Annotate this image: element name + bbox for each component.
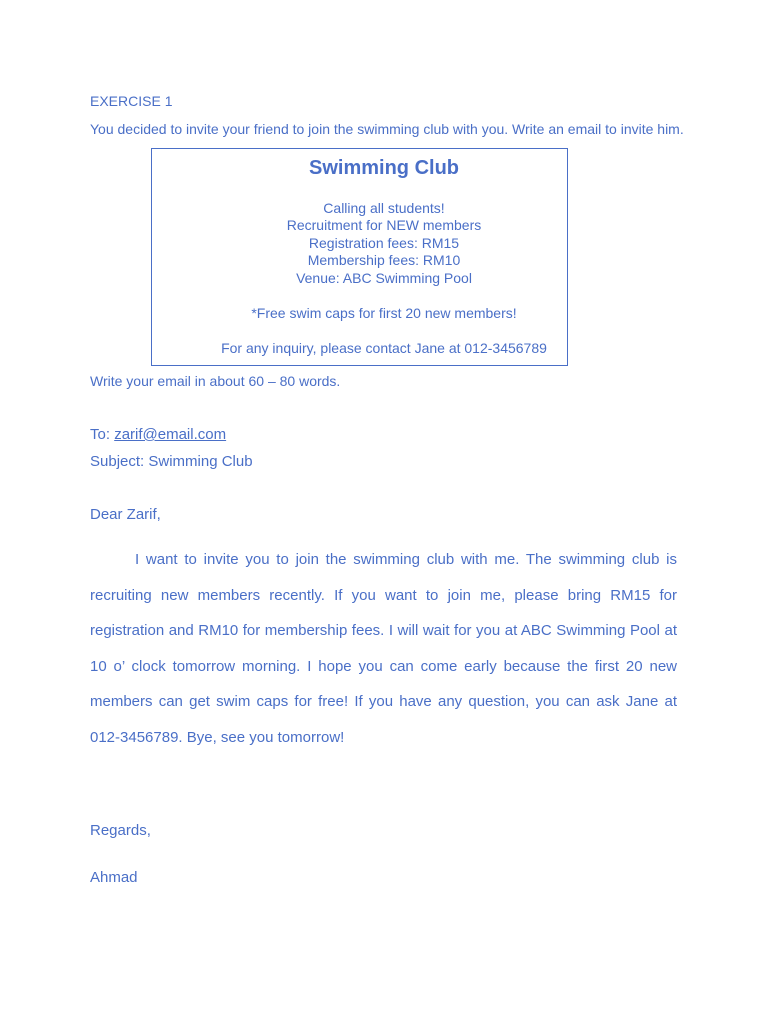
email-subject: Subject: Swimming Club (90, 453, 253, 470)
poster-line-calling: Calling all students! (323, 200, 445, 216)
email-body: I want to invite you to join the swimming club with me. The swimming club is recruiting new members recently. If you want to join me, please bring RM15 for registration and RM10 for membership fees. I will wait for you at ABC Swimming Pool at 10 o’ clock tomorrow morning. I hope you can come early because the first 20 new members can get swim caps for free! If you have any question, you can ask Jane at 012-3456789. Bye, see you tomorrow! (90, 551, 677, 746)
word-count-note: Write your email in about 60 – 80 words. (90, 373, 341, 389)
email-to-line (90, 425, 226, 444)
email-to-label: To: (90, 426, 111, 443)
email-salutation: Dear Zarif, (90, 506, 161, 523)
poster-line-registration-fee: Registration fees: RM15 (308, 235, 460, 251)
poster-line-recruitment: Recruitment for NEW members (286, 217, 482, 233)
poster-contact: For any inquiry, please contact Jane at 012-3456789 (221, 340, 547, 356)
poster-note: *Free swim caps for first 20 new members! (251, 305, 517, 321)
exercise-title: EXERCISE 1 (90, 93, 173, 109)
email-closing: Regards, (90, 822, 151, 839)
poster-line-membership-fee: Membership fees: RM10 (307, 252, 461, 268)
email-signature: Ahmad (90, 869, 138, 886)
poster-title: Swimming Club (309, 157, 459, 179)
email-to-address[interactable]: zarif@email.com (114, 426, 227, 443)
poster-line-venue: Venue: ABC Swimming Pool (296, 270, 472, 286)
exercise-instruction: You decided to invite your friend to join the swimming club with you. Write an email to invite him. (90, 121, 684, 137)
